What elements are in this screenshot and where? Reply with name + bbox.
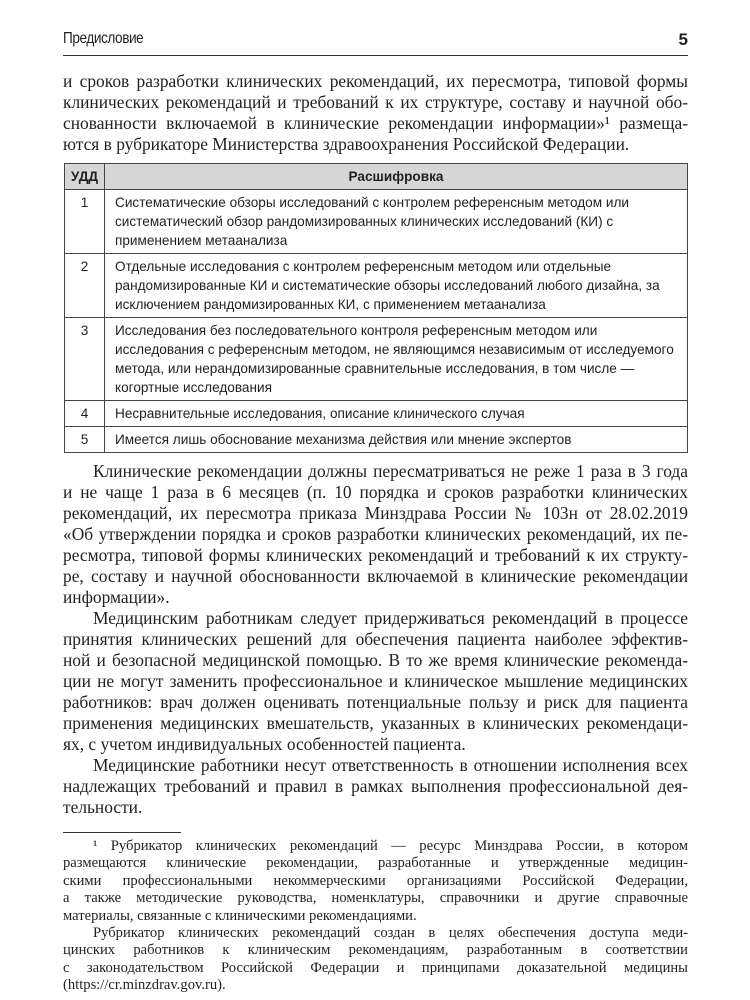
level-description: Исследования без последовательного контроля референсным методом или исследования с референсным методом, не являющимся независимым от исследуемого метода, или нерандомизированные сравнительные исследования, в том числе — когортные исследования	[105, 318, 688, 401]
text-line: Рубрикатор клинических рекомендаций создан в целях обеспечения доступа меди-	[93, 925, 688, 942]
table-row	[65, 318, 688, 401]
intro-paragraph	[63, 71, 688, 155]
text-line: а также методические руководства, номенклатуры, справочники и другие справочные	[63, 890, 688, 907]
text-line: размещаются клинические рекомендации, разработанные и утвержденные медицин-	[63, 855, 688, 872]
text-line: «Об утверждении порядка и сроков разработки клинических рекомендаций, их пе-	[63, 524, 688, 544]
body-text	[63, 461, 688, 818]
level-description: Систематические обзоры исследований с контролем референсным методом или систематический обзор рандомизированных клинических исследований (КИ) с применением метаанализа	[105, 190, 688, 254]
text-line: ¹ Рубрикатор клинических рекомендаций — ресурс Минздрава России, в котором	[93, 838, 688, 854]
text-line: рекомендаций, их пересмотра приказа Минздрава России № 103н от 28.02.2019	[63, 503, 688, 523]
level-description: Отдельные исследования с контролем референсным методом или отдельные рандомизированные КИ и систематические обзоры исследований любого дизайна, за исключением рандомизированных КИ, с применением метаанализа	[105, 254, 688, 318]
table-row	[65, 254, 688, 318]
text-line: материалы, связанные с клиническими рекомендациями.	[63, 907, 417, 924]
text-line: ции не могут заменить профессиональное и клиническое мышление медицинских	[63, 671, 688, 691]
text-line: принятия клинических решений для обеспечения пациента наиболее эффектив-	[63, 629, 688, 649]
footnote-paragraph	[63, 925, 688, 995]
text-line: снованности включаемой в клинические рекомендации информации»¹ размеща-	[63, 113, 688, 133]
section-title: Предисловие	[63, 30, 144, 47]
level-description: Несравнительные исследования, описание клинического случая	[105, 401, 688, 427]
column-header-description: Расшифровка	[105, 164, 688, 190]
evidence-level: 2	[65, 254, 105, 318]
table-row	[65, 427, 688, 453]
text-line: скими профессиональными некоммерческими организациями Российской Федерации,	[63, 872, 688, 889]
text-line: Медицинские работники несут ответственность в отношении исполнения всех	[93, 755, 688, 775]
paragraph	[63, 461, 688, 608]
running-header	[63, 30, 688, 56]
text-line: ются в рубрикаторе Министерства здравоохранения Российской Федерации.	[63, 134, 630, 154]
evidence-level: 1	[65, 190, 105, 254]
text-line: ре, составу и научной обоснованности включаемой в клинические рекомендации	[63, 566, 688, 586]
paragraph	[63, 608, 688, 755]
footnote	[63, 838, 688, 995]
evidence-level: 4	[65, 401, 105, 427]
text-line: информации».	[63, 587, 170, 607]
evidence-level: 3	[65, 318, 105, 401]
text-line: цинских работников к клиническим рекомендациям, разработанным в соответствии	[63, 942, 688, 959]
text-line: работников: врач должен оценивать потенциальные пользу и риск для пациента	[63, 692, 688, 712]
text-line: и сроков разработки клинических рекомендаций, их пересмотра, типовой формы	[63, 71, 688, 91]
evidence-level-table	[64, 163, 688, 453]
footnote-paragraph	[63, 838, 688, 925]
column-header-level: УДД	[65, 164, 105, 190]
text-line: Медицинским работникам следует придерживаться рекомендаций в процессе	[93, 608, 688, 628]
text-line: ной и безопасной медицинской помощью. В то же время клинические рекоменда-	[63, 650, 688, 670]
text-line: Клинические рекомендации должны пересматриваться не реже 1 раза в 3 года	[93, 461, 688, 481]
text-line: клинических рекомендаций и требований к их структуре, составу и научной обо-	[63, 92, 688, 112]
table-row	[65, 401, 688, 427]
text-line: (https://cr.minzdrav.gov.ru).	[63, 977, 226, 994]
page-number: 5	[678, 30, 688, 49]
table-row	[65, 190, 688, 254]
level-description: Имеется лишь обоснование механизма действия или мнение экспертов	[105, 427, 688, 453]
text-line: тельности.	[63, 797, 143, 817]
text-line: надлежащих требований и правил в рамках выполнения профессиональной дея-	[63, 776, 688, 796]
footnote-divider	[63, 832, 181, 833]
text-line: применения медицинских вмешательств, указанных в клинических рекомендаци-	[63, 713, 688, 733]
text-line: ях, с учетом индивидуальных особенностей пациента.	[63, 734, 466, 754]
paragraph	[63, 755, 688, 818]
evidence-level: 5	[65, 427, 105, 453]
text-line: и не чаще 1 раза в 6 месяцев (п. 10 порядка и сроков разработки клинических	[63, 482, 688, 502]
text-line: с законодательством Российской Федерации и принципами доказательной медицины	[63, 959, 688, 976]
page-content	[63, 71, 688, 995]
text-line: ресмотра, типовой формы клинических рекомендаций и требований к их структу-	[63, 545, 688, 565]
